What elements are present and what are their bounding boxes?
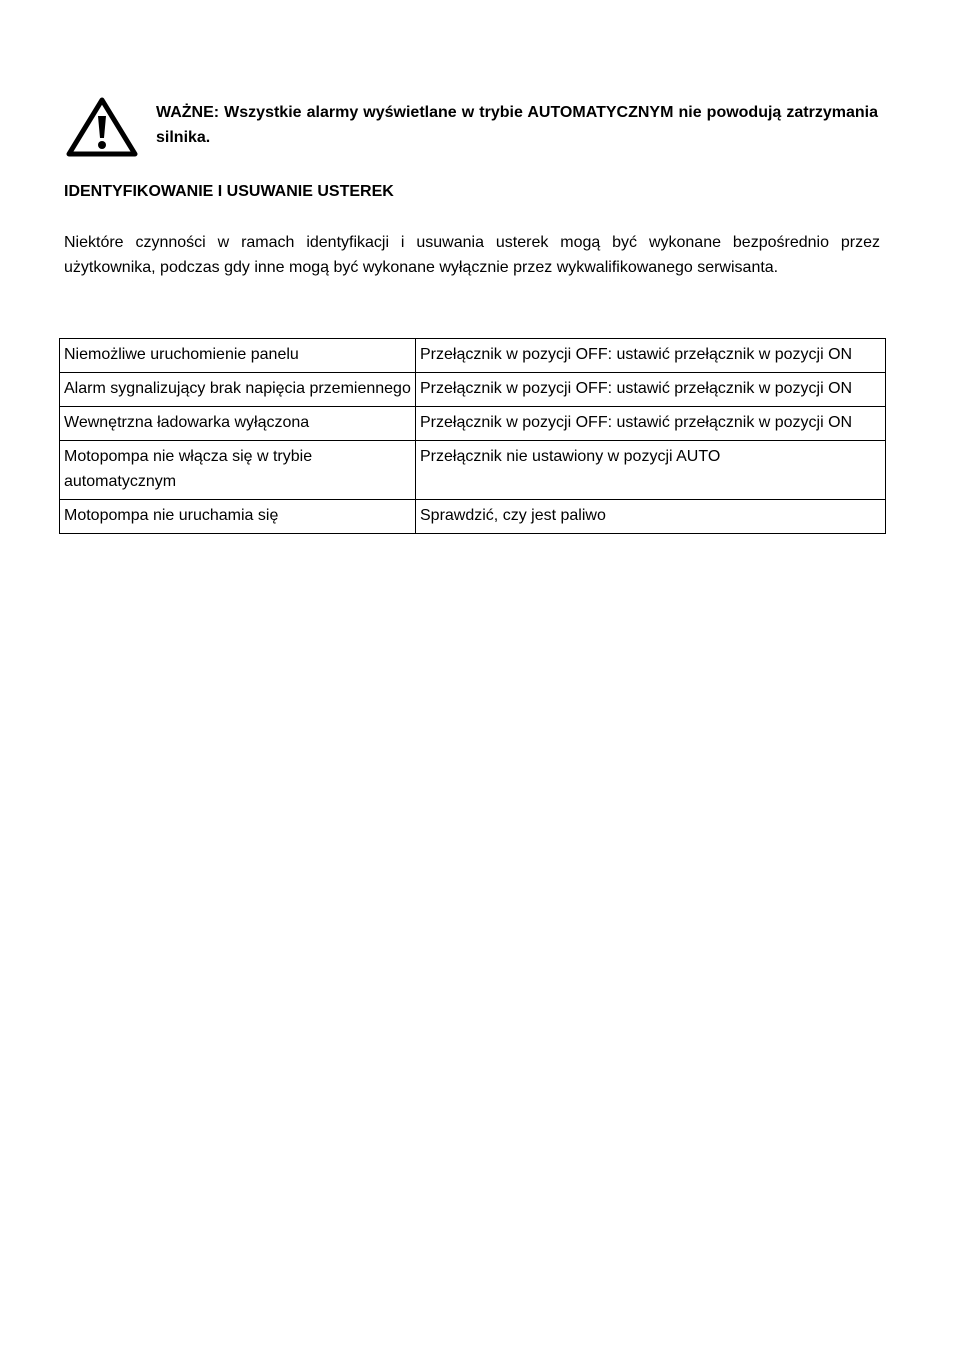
problem-cell: Motopompa nie włącza się w trybie automatycznym: [60, 441, 416, 500]
solution-cell: Przełącznik nie ustawiony w pozycji AUTO: [416, 441, 886, 500]
solution-cell: Przełącznik w pozycji OFF: ustawić przełącznik w pozycji ON: [416, 339, 886, 373]
problem-cell: Alarm sygnalizujący brak napięcia przemiennego: [60, 373, 416, 407]
warning-block: [66, 96, 880, 158]
solution-cell: Przełącznik w pozycji OFF: ustawić przełącznik w pozycji ON: [416, 373, 886, 407]
table-row: [60, 407, 886, 441]
table-row: [60, 339, 886, 373]
problem-cell: Motopompa nie uruchamia się: [60, 500, 416, 534]
table-row: [60, 441, 886, 500]
solution-cell: Sprawdzić, czy jest paliwo: [416, 500, 886, 534]
section-title: IDENTYFIKOWANIE I USUWANIE USTEREK: [64, 183, 394, 200]
troubleshooting-table: [59, 338, 886, 534]
warning-text: WAŻNE: Wszystkie alarmy wyświetlane w trybie AUTOMATYCZNYM nie powodują zatrzymania silnika.: [156, 104, 878, 146]
table-row: [60, 373, 886, 407]
table-row: [60, 500, 886, 534]
problem-cell: Niemożliwe uruchomienie panelu: [60, 339, 416, 373]
problem-cell: Wewnętrzna ładowarka wyłączona: [60, 407, 416, 441]
warning-triangle-icon: [66, 96, 138, 158]
solution-cell: Przełącznik w pozycji OFF: ustawić przełącznik w pozycji ON: [416, 407, 886, 441]
intro-paragraph: Niektóre czynności w ramach identyfikacji i usuwania usterek mogą być wykonane bezpośrednio przez użytkownika, podczas gdy inne mogą być wykonane wyłącznie przez wykwalifikowanego serwisanta.: [64, 234, 880, 276]
